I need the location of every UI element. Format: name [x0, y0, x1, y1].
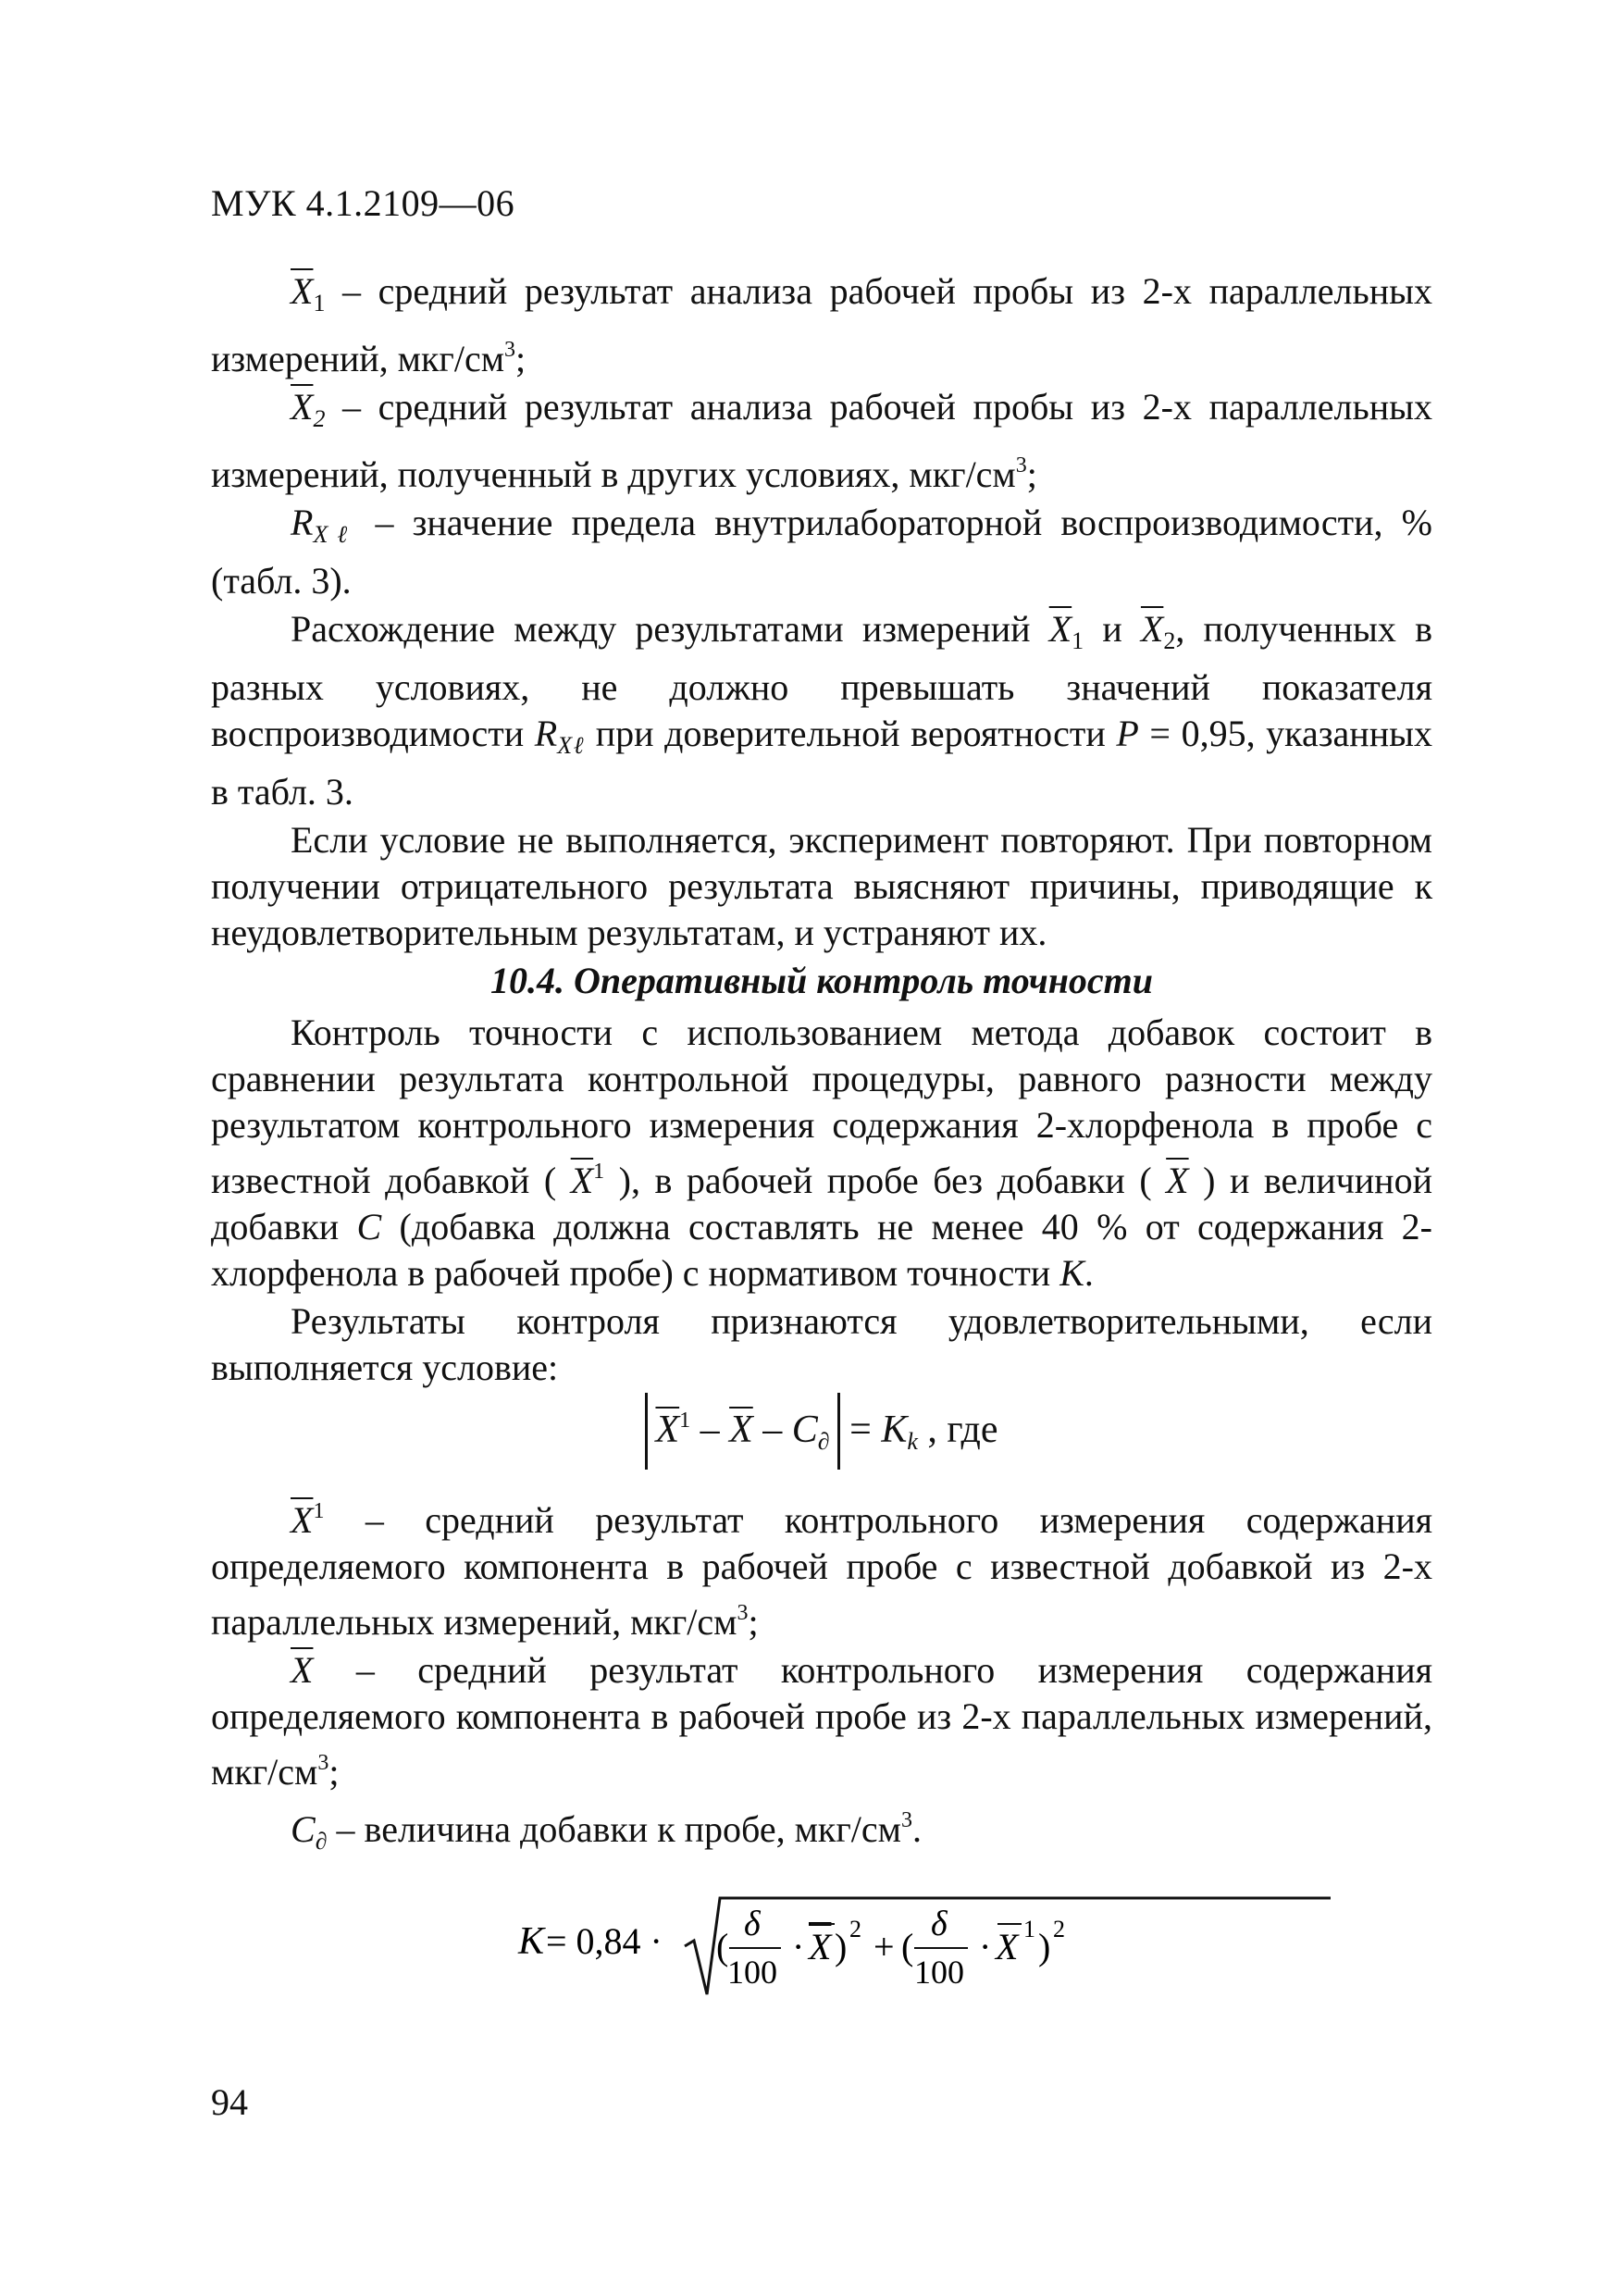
page-number: 94 [211, 2081, 248, 2123]
absolute-value: $\overline{X}^1 - \overline{X} - C_\partial$ [645, 1393, 839, 1470]
definition-x2: $\overline{X}_2$ – средний результат анализа рабочей пробы из 2-х параллельных измерений, полученный в других условиях, мкг/$см^3$; [211, 386, 1432, 495]
square-2: 2 [1053, 1916, 1065, 1942]
dot-1: · [792, 1926, 805, 1967]
paragraph-divergence: Расхождение между результатами измерений $\overline{X}_1$ и $\overline{X}_2$, полученных в разных условиях, не должно превышать значений показателя воспроизводимости $R_{X\ell}$ при доверительной вероятности P = 0,95, указанных в табл. 3. [211, 608, 1432, 813]
x-bar-2: X [996, 1926, 1019, 1967]
square-1: 2 [849, 1916, 861, 1942]
paren-close-2: ) [1038, 1926, 1051, 1967]
x-bar-1: X [809, 1926, 832, 1967]
delta-1: δ [744, 1905, 761, 1943]
paragraph-accuracy-control: Контроль точности с использованием метода добавок состоит в сравнении результата контрольной процедуры, равного разности между результатом контрольного измерения содержания 2-хлорфенола в пробе с известной добавкой ( $\overline{X}^1$ ), в рабочей пробе без добавки ( $\overline{X}$ ) и величиной добавки C (добавка должна составлять не менее 40 % от содержания 2-хлорфенола в рабочей пробе) с нормативом точности K. [211, 1011, 1432, 1294]
plus-sign: + [873, 1926, 895, 1967]
document-body [211, 268, 1432, 2002]
x-superscript: 1 [1023, 1916, 1035, 1942]
dot-2: · [979, 1926, 992, 1967]
definition-x1: $\overline{X}_1$ – средний результат анализа рабочей пробы из 2-х параллельных измерений, мкг/$см^3$; [211, 270, 1432, 379]
section-title: 10.4. Оперативный контроль точности [489, 960, 1154, 1001]
formula-k-symbol: K [518, 1920, 545, 1963]
hundred-2: 100 [914, 1954, 964, 1991]
paren-open-1: ( [716, 1926, 729, 1967]
formula-k [211, 1881, 1432, 2002]
paragraph-results: Результаты контроля признаются удовлетворительными, если выполняется условие: [211, 1300, 1432, 1388]
paren-close-1: ) [835, 1926, 848, 1967]
definition-r: $R_{X\ell}$ – значение предела внутрилабораторной воспроизводимости, % (табл. 3). [211, 502, 1432, 602]
delta-2: δ [931, 1905, 948, 1943]
formula-k-coefficient: = 0,84 · [546, 1920, 663, 1962]
paren-open-2: ( [901, 1926, 914, 1967]
hundred-1: 100 [727, 1954, 777, 1991]
definition-additive: $C_\partial$ – величина добавки к пробе, мкг/$см^3$. [291, 1808, 922, 1855]
document-code-header: МУК 4.1.2109—06 [211, 182, 515, 224]
definition-x-without-additive: $\overline{X}$ – средний результат контрольного измерения содержания определяемого компонента в рабочей пробе из 2-х параллельных измерений, мкг/$см^3$; [211, 1649, 1432, 1793]
definition-x-with-additive: $\overline{X}^1$ – средний результат контрольного измерения содержания определяемого компонента в рабочей пробе с известной добавкой из 2-х параллельных измерений, мкг/$см^3$; [211, 1499, 1432, 1643]
paragraph-repeat: Если условие не выполняется, эксперимент повторяют. При повторном получении отрицательного результата выясняют причины, приводящие к неудовлетворительным результатам, и устраняют их. [211, 819, 1432, 953]
formula-control-condition: $\overline{X}^1 - \overline{X} - C_\partial = K_k$ , где [211, 1393, 1432, 1470]
formula-k-svg [211, 1881, 1432, 2002]
